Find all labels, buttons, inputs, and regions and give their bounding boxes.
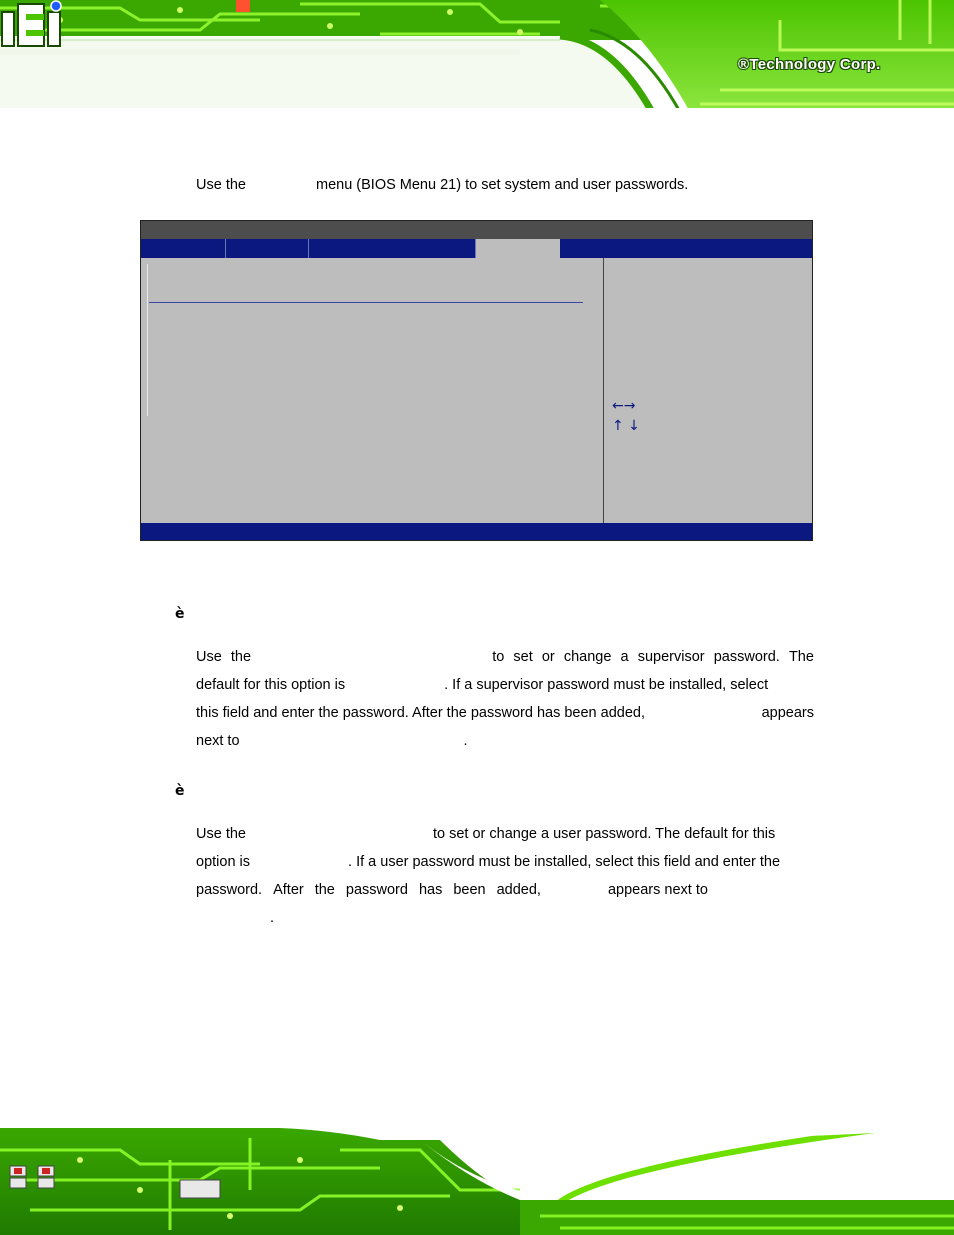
- word: set: [513, 649, 533, 665]
- bullet-arrow-icon: è: [175, 606, 185, 622]
- option2-line-1: [196, 820, 814, 848]
- pcb-footer-graphic: [0, 1120, 954, 1235]
- word: been: [453, 882, 486, 898]
- option2-line-4: [196, 904, 814, 932]
- bios-tab-2[interactable]: [226, 239, 309, 258]
- text-segment: next to: [196, 733, 240, 749]
- word: password.: [196, 882, 263, 898]
- option1-line-4: [196, 727, 814, 755]
- word: or: [541, 649, 555, 665]
- option1-paragraph: [196, 643, 814, 755]
- text-segment: . If a user password must be installed, select this field and enter the: [348, 854, 781, 870]
- company-name: ®Technology Corp.: [738, 56, 881, 73]
- bios-settings-panel: [141, 258, 603, 523]
- option2-line-3: [196, 876, 708, 904]
- page-header-banner: [0, 0, 954, 112]
- text-segment: to set or change a user password. The default for this: [432, 826, 776, 842]
- bios-help-panel: [604, 258, 812, 523]
- text-segment: this field and enter the password. After the password has been added,: [196, 705, 645, 721]
- option2-line-2: [196, 848, 814, 876]
- word: has: [418, 882, 443, 898]
- word: a: [620, 649, 629, 665]
- panel-edge: [147, 264, 148, 416]
- bios-tab-5[interactable]: [561, 239, 812, 258]
- text-segment: option is: [196, 854, 251, 870]
- bios-tab-1[interactable]: [141, 239, 226, 258]
- word: password.: [713, 649, 780, 665]
- bios-security-menu-screenshot: [140, 220, 813, 541]
- word: the: [314, 882, 335, 898]
- bios-tab-3[interactable]: [309, 239, 476, 258]
- intro-part-2: menu (BIOS Menu 21) to set system and user passwords.: [315, 177, 689, 193]
- text-segment: .: [463, 733, 468, 749]
- text-segment: appears: [761, 705, 814, 721]
- option1-line-3: [196, 699, 814, 727]
- bullet-arrow-icon: è: [175, 783, 185, 799]
- intro-sentence: [196, 177, 688, 193]
- text-segment: . If a supervisor password must be installed, select: [444, 677, 769, 693]
- word: The: [788, 649, 814, 665]
- word: added,: [496, 882, 541, 898]
- text-segment: Use the: [196, 826, 246, 842]
- option2-paragraph: [196, 820, 814, 932]
- option1-line-2: [196, 671, 814, 699]
- word: supervisor: [637, 649, 705, 665]
- word: the: [230, 649, 252, 665]
- page-footer-banner: [0, 1120, 954, 1235]
- text-segment: appears next to: [607, 882, 708, 898]
- word: password: [345, 882, 408, 898]
- bios-menu-tabs: [141, 239, 812, 258]
- section-rule: [149, 302, 583, 303]
- iei-logo-icon: [0, 0, 64, 48]
- bios-status-bar: [141, 523, 812, 540]
- up-down-arrow-icon: ↑ ↓: [612, 418, 640, 434]
- word: change: [563, 649, 612, 665]
- bios-tab-security-active[interactable]: [476, 239, 560, 258]
- intro-part-1: Use the: [196, 177, 246, 193]
- word: to: [492, 649, 505, 665]
- left-right-arrow-icon: ←→: [612, 398, 636, 414]
- text-segment: default for this option is: [196, 677, 346, 693]
- option1-line-1: [196, 643, 814, 671]
- word: Use: [196, 649, 222, 665]
- word: After: [273, 882, 304, 898]
- text-segment: .: [270, 910, 275, 926]
- bios-title-bar: [141, 221, 812, 239]
